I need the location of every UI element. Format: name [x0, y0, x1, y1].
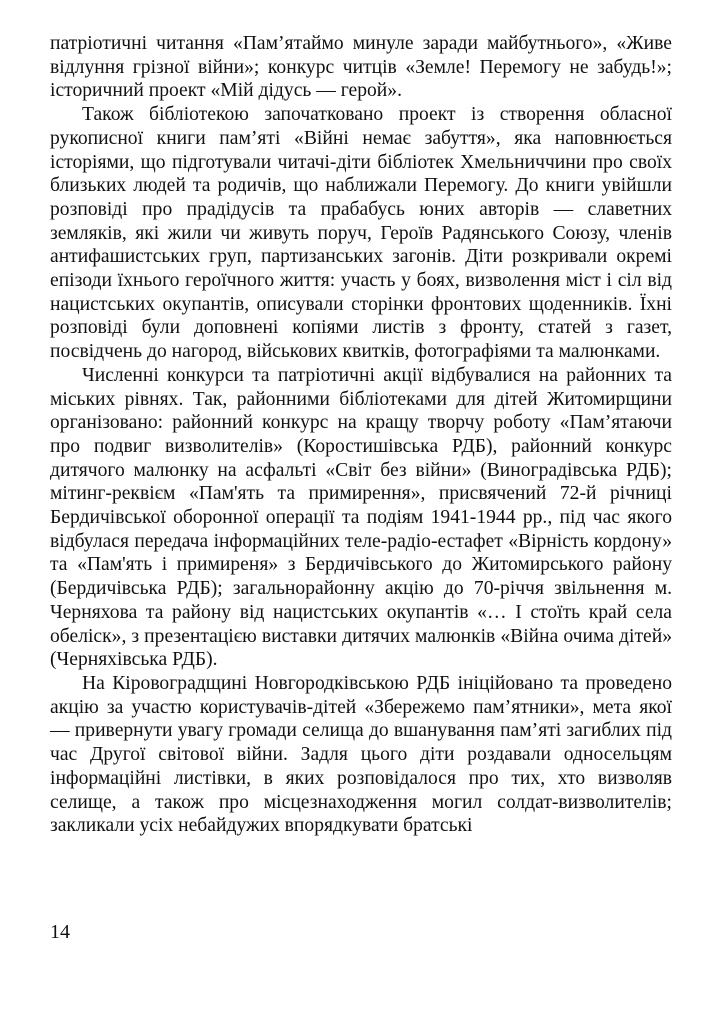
paragraph-2: Також бібліотекою започатковано проект із створення обласної рукописної книги пам’яті «Війні немає забуття», яка наповнюється історіями, що підготували читачі-діти бібліотек Хмельниччини про своїх близьких людей та родичів, що наближали Перемогу. До книги увійшли розповіді про прадідусів та прабабусь юних авторів — славетних земляків, які жили чи живуть поруч, Героїв Радянського Союзу, членів антифашистських груп, партизанських загонів. Діти розкривали окремі епізоди їхнього героїчного життя: участь у боях, визволення міст і сіл від нацистських окупантів, описували сторінки фронтових щоденників. Їхні розповіді були доповнені копіями листів з фронту, статей з газет, посвідчень до нагород, військових квитків, фотографіями та малюнками. [50, 104, 672, 363]
page-number: 14 [50, 921, 70, 943]
paragraph-3: Численні конкурси та патріотичні акції відбувалися на районних та міських рівнях. Так, районними бібліотеками для дітей Житомирщини організовано: районний конкурс на кращу творчу роботу «Пам’ятаючи про подвиг визволителів» (Коростишівська РДБ), районний конкурс дитячого малюнку на асфальті «Світ без війни» (Виноградівська РДБ); мітинг-реквієм «Пам'ять та примирення», присвячений 72-й річниці Бердичівської оборонної операції та подіям 1941-1944 рр., під час якого відбулася передача інформаційних теле-радіо-естафет «Вірність кордону» та «Пам'ять і примиреня» з Бердичівського до Житомирського району (Бердичівська РДБ); загальнорайонну акцію до 70-річчя звільнення м. Черняхова та району від нацистських окупантів «… І стоїть край села обеліск», з презентацією виставки дитячих малюнків «Війна очима дітей» (Черняхівська РДБ). [50, 364, 672, 671]
paragraph-1: патріотичні читання «Пам’ятаймо минуле заради майбутнього», «Живе відлуння грізної війни»; конкурс читців «Земле! Перемогу не забудь!»; історичний проект «Мій дідусь — герой». [50, 33, 672, 102]
paragraph-4: На Кіровоградщині Новгородківською РДБ ініційовано та проведено акцію за участю користувачів-дітей «Збережемо пам’ятники», мета якої — привернути увагу громади селища до вшанування пам’яті загиблих під час Другої світової війни. Задля цього діти роздавали односельцям інформаційні листівки, в яких розповідалося про тих, хто визволяв селище, а також про місцезнаходження могил солдат-визволителів; закликали усіх небайдужих впорядкувати братські [50, 672, 672, 837]
body-text [50, 32, 672, 838]
